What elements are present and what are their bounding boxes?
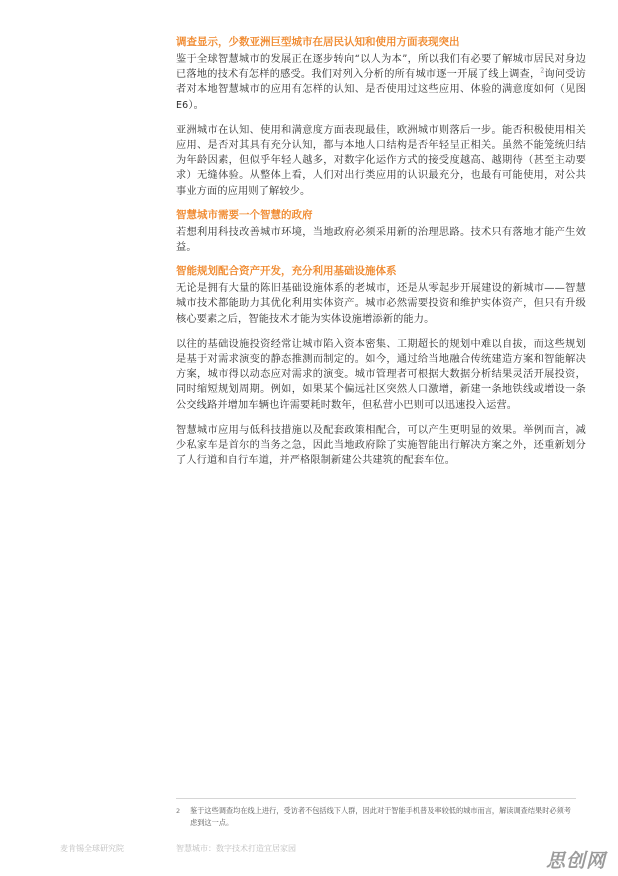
paragraph-text: 鉴于全球智慧城市的发展正在逐步转向“以人为本”，所以我们有必要了解城市居民对身边已落地的技术有怎样的感受。我们对列入分析的所有城市逐一开展了线上调查， — [176, 54, 586, 81]
footnote — [176, 805, 576, 829]
main-content — [176, 36, 586, 478]
section-heading-smart-government: 智慧城市需要一个智慧的政府 — [176, 208, 313, 221]
section-heading-survey: 调查显示，少数亚洲巨型城市在居民认知和使用方面表现突出 — [176, 36, 460, 48]
footer-report-title: 智慧城市：数字技术打造宜居家园 — [176, 844, 296, 853]
paragraph-asia-cities: 亚洲城市在认知、使用和满意度方面表现最佳，欧洲城市则落后一步。能否积极使用相关应用、是否对其具有充分认知，都与本地人口结构是否年轻呈正相关。虽然不能笼统归结为年龄因素，但似乎年轻人越多，对数字化运作方式的接受度越高、越期待（甚至主动要求）无缝体验。从整体上看，人们对出行类应用的认识最充分，也最有可能使用，对公共事业方面的应用则了解较少。 — [176, 124, 586, 197]
footnote-number: 2 — [176, 807, 181, 815]
figure-reference[interactable]: E6 — [176, 99, 189, 111]
paragraph-infrastructure-investment: 以往的基础设施投资经常让城市陷入资本密集、工期超长的规划中难以自拔，而这些规划是基于对需求演变的静态推测而制定的。如今，通过给当地融合传统建造方案和智能解决方案，城市得以动态应对需求的演变。城市管理者可根据大数据分析结果灵活开展投资，同时缩短规划周期。例如，如果某个偏远社区突然人口激增，新建一条地铁线或增设一条公交线路并增加车辆也许需要耗时数年，但私营小巴则可以迅速投入运营。 — [176, 338, 586, 411]
footer-publisher: 麦肯锡全球研究院 — [60, 844, 124, 853]
paragraph-physical-assets: 无论是拥有大量的陈旧基础设施体系的老城市，还是从零起步开展建设的新城市——智慧城市技术都能助力其优化利用实体资产。城市必然需要投资和维护实体资产，但只有升级核心要素之后，智能技术才能为实体设施增添新的能力。 — [176, 283, 586, 325]
paragraph-governance: 若想利用科技改善城市环境，当地政府必须采用新的治理思路。技术只有落地才能产生效益。 — [176, 226, 586, 254]
paragraph-text: 询问受访者对本地智慧城市的应用有怎样的认知、是否使用过这些应用、体验的满意度如何（见图 — [176, 69, 586, 96]
paragraph-text: ）。 — [188, 99, 204, 111]
footnote-reference[interactable]: 2 — [540, 67, 545, 75]
section-heading-infrastructure: 智能规划配合资产开发，充分利用基础设施体系 — [176, 265, 397, 278]
footnote-divider — [176, 798, 576, 799]
paragraph-survey-intro — [176, 52, 586, 113]
paragraph-low-tech-measures: 智慧城市应用与低科技措施以及配套政策相配合，可以产生更明显的效果。举例而言，减少私家车是首尔的当务之急，因此当地政府除了实施智能出行解决方案之外，还重新划分了人行道和自行车道，并严格限制新建公共建筑的配套车位。 — [176, 424, 586, 467]
watermark-logo: 思创网 — [545, 850, 606, 872]
footnote-text: 鉴于这些调查均在线上进行，受访者不包括线下人群，因此对于智能手机普及率较低的城市而言，解读调查结果时必须考虑到这一点。 — [190, 806, 571, 827]
